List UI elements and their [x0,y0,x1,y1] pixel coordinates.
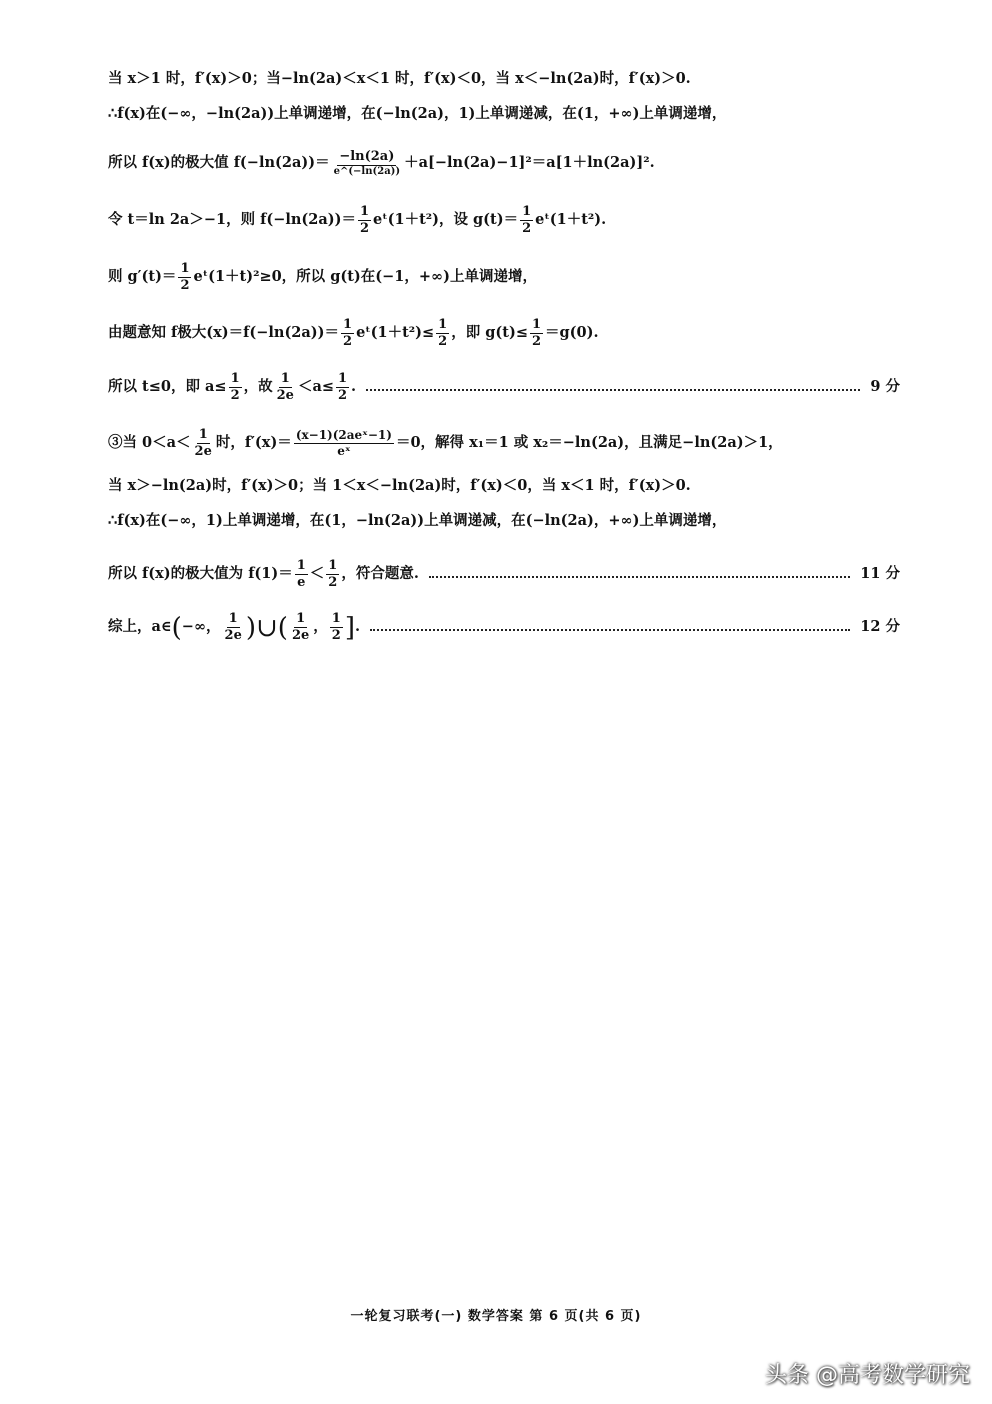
text-line-9: 当 x＞−ln(2a)时，f′(x)＞0；当 1＜x＜−ln(2a)时，f′(x)＜0，当 x＜1 时，f′(x)＞0. [108,477,691,494]
fraction: $\frac{1}{e}$ [296,558,306,590]
fraction: $\frac{1}{2e}$ [276,371,294,403]
fraction: $\frac{1}{2e}$ [194,427,212,459]
text-line-10: ∴f(x)在(−∞，1)上单调递增，在(1，−ln(2a))上单调递减，在(−ln(2a)，+∞)上单调递增， [108,512,727,529]
fraction: $\frac{1}{2}$ [328,558,338,590]
score-label: 11 分 [860,564,900,582]
text-line-6: 由题意知 f极大(x)＝f(−ln(2a))＝ $\frac{1}{2}$ eᵗ(1＋t²)≤ $\frac{1}{2}$ ，即 g(t)≤ $\frac{1}{2}$ ＝g(0). [108,317,599,349]
fraction: $\frac{1}{2}$ [522,204,532,236]
fraction: $\frac{1}{2}$ [531,317,542,349]
text-line-2: ∴f(x)在(−∞，−ln(2a))上单调递增，在(−ln(2a)，1)上单调递减，在(1，+∞)上单调递增， [108,105,727,122]
text-line-3: 所以 f(x)的极大值 f(−ln(2a))＝ $\frac{-\ln(2a)}{e\^{}(-\ln(2a))}$ ＋a[−ln(2a)−1]²＝a[1＋ln(2a)]². [108,149,655,177]
text-line-4: 令 t＝ln 2a＞−1，则 f(−ln(2a))＝ $\frac{1}{2}$ eᵗ(1＋t²)，设 g(t)＝ $\frac{1}{2}$ eᵗ(1＋t²). [108,204,607,236]
fraction: $\frac{1}{2}$ [359,204,370,236]
text-line-5: 则 g′(t)＝ $\frac{1}{2}$ eᵗ(1＋t)²≥0，所以 g(t)在(−1，+∞)上单调递增， [108,261,537,293]
score-label: 9 分 [870,377,900,395]
fraction: $\frac{1}{2}$ [331,611,341,643]
text-line-12: 综上，a∈ ( −∞， $\frac{1}{2e}$ )∪( $\frac{1}{2e}$ ， $\frac{1}{2}$ ] . 12 分 [108,611,900,644]
text-line-8: ③当 0＜a＜ $\frac{1}{2e}$ 时，f′(x)＝ $\frac{\text{(x−1)(2aeˣ−1)}}{\text{eˣ}}$ ＝0，解得 x₁＝1 或 x₂＝−ln(2a)，且满足−ln(2a)＞1， [108,427,783,459]
watermark: 头条 @高考数学研究 [765,1363,970,1388]
text-line-11: 所以 f(x)的极大值为 f(1)＝ $\frac{1}{e}$ ＜ $\frac{1}{2}$ ，符合题意. 11 分 [108,558,900,590]
fraction: $\frac{1}{2e}$ [291,611,310,643]
leader-dots [366,389,860,391]
fraction: $\frac{\text{(x−1)(2aeˣ−1)}}{\text{eˣ}}$ [295,428,392,458]
fraction: $\frac{1}{2e}$ [224,611,242,643]
fraction: $\frac{1}{2}$ [230,371,240,403]
fraction: $\frac{1}{2}$ [438,317,448,349]
leader-dots [429,576,850,578]
fraction: $\frac{-\ln(2a)}{e\^{}(-\ln(2a))}$ [333,149,401,177]
text-line-7: 所以 t≤0，即 a≤ $\frac{1}{2}$ ，故 $\frac{1}{2e}$ ＜a≤ $\frac{1}{2}$ . 9 分 [108,371,900,403]
fraction: $\frac{1}{2}$ [338,371,348,403]
text-line-1: 当 x＞1 时，f′(x)＞0；当−ln(2a)＜x＜1 时，f′(x)＜0，当 x＜−ln(2a)时，f′(x)＞0. [108,70,691,87]
fraction: $\frac{1}{2}$ [343,317,353,349]
leader-dots [370,629,850,631]
fraction: $\frac{1}{2}$ [180,261,190,293]
page-footer: 一轮复习联考(一) 数学答案 第 6 页(共 6 页) [350,1309,642,1324]
score-label: 12 分 [860,617,900,635]
